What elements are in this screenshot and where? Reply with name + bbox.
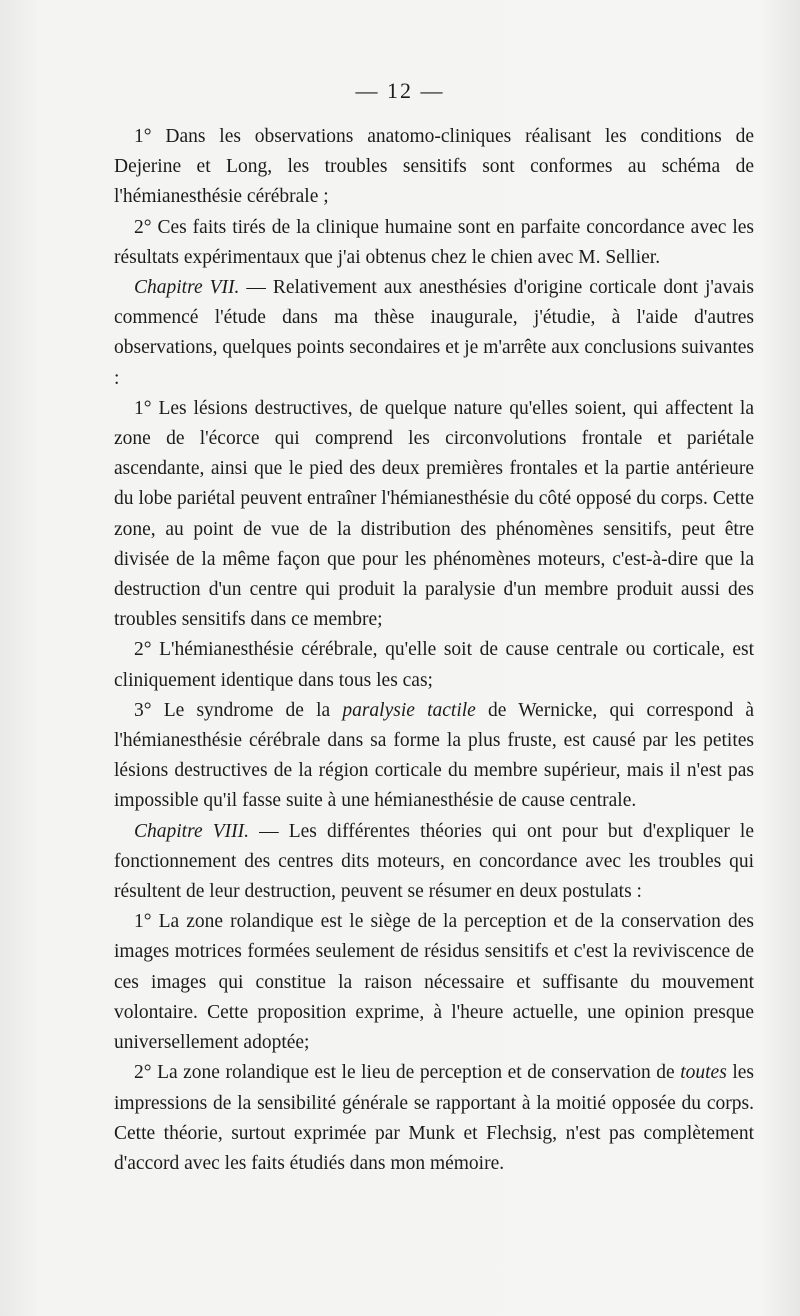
chapter-7-text: — Relativement aux anesthésies d'origine corticale dont j'avais commencé l'étude dans ma thèse inaugurale, j'étudie, à l'aide d'autres observations, quelques points secondaires et je m'arrête aux conclusions suivantes : (114, 277, 754, 389)
paragraph-chapter-8-postulate-1: 1° La zone rolandique est le siège de la perception et de la conservation des images motrices formées seulement de résidus sensitifs et c'est la reviviscence de ces images qui constitue la raison nécessaire et suffisante du mouvement volontaire. Cette proposition exprime, à l'heure actuelle, une opinion presque universellement adoptée; (114, 911, 754, 1054)
paragraph-chapter-8-postulate-2 (114, 1058, 754, 1179)
chapter-8-text: — Les différentes théories qui ont pour but d'expliquer le fonctionnement des centres dits moteurs, en concordance avec les troubles qui résultent de leur destruction, peuvent se résumer en deux postulats : (114, 820, 754, 903)
body-text (114, 122, 754, 1179)
paragraph-chapter-7 (114, 273, 754, 394)
postulate-2-emphasis: toutes (680, 1062, 727, 1084)
paragraph-conclusion-1: 1° Dans les observations anatomo-cliniques réalisant les conditions de Dejerine et Long, les troubles sensitifs sont conformes au schéma de l'hémianesthésie cérébrale ; (114, 126, 754, 208)
point-3-before: 3° Le syndrome de la (134, 699, 343, 721)
postulate-2-before: 2° La zone rolandique est le lieu de perception et de conservation de (134, 1062, 681, 1084)
point-3-after: de Wernicke, qui correspond à l'hémianesthésie cérébrale dans sa forme la plus fruste, est causé par les petites lésions destructives de la région corticale du membre supérieur, mais il n'est pas impossible qu'il fasse suite à une hémianesthésie de cause centrale. (114, 699, 755, 812)
paragraph-chapter-7-point-1: 1° Les lésions destructives, de quelque nature qu'elles soient, qui affectent la zone de l'écorce qui comprend les circonvolutions frontale et pariétale ascendante, ainsi que le pied des deux premières frontales et la partie antérieure du lobe pariétal peuvent entraîner l'hémianesthésie du côté opposé du corps. Cette zone, au point de vue de la distribution des phénomènes sensitifs, peut être divisée de la même façon que pour les phénomènes moteurs, c'est-à-dire que la destruction d'un centre qui produit la paralysie d'un membre produit aussi des troubles sensitifs dans ce membre; (114, 397, 754, 631)
paragraph-chapter-7-point-3 (114, 696, 754, 817)
point-3-emphasis: paralysie tactile (342, 699, 476, 721)
paragraph-chapter-7-point-2: 2° L'hémianesthésie cérébrale, qu'elle soit de cause centrale ou corticale, est cliniquement identique dans tous les cas; (114, 639, 754, 691)
page-number: — 12 — (355, 78, 445, 103)
paragraph-conclusion-2: 2° Ces faits tirés de la clinique humaine sont en parfaite concordance avec les résultats expérimentaux que j'ai obtenus chez le chien avec M. Sellier. (114, 216, 754, 268)
postulate-2-after: les impressions de la sensibilité générale se rapportant à la moitié opposée du corps. Cette théorie, surtout exprimée par Munk et Flechsig, n'est pas complètement d'accord avec les faits étudiés dans mon mémoire. (114, 1062, 754, 1174)
chapter-7-heading: Chapitre VII. (134, 277, 240, 299)
paragraph-chapter-8 (114, 817, 754, 908)
chapter-8-heading: Chapitre VIII. (134, 820, 249, 842)
